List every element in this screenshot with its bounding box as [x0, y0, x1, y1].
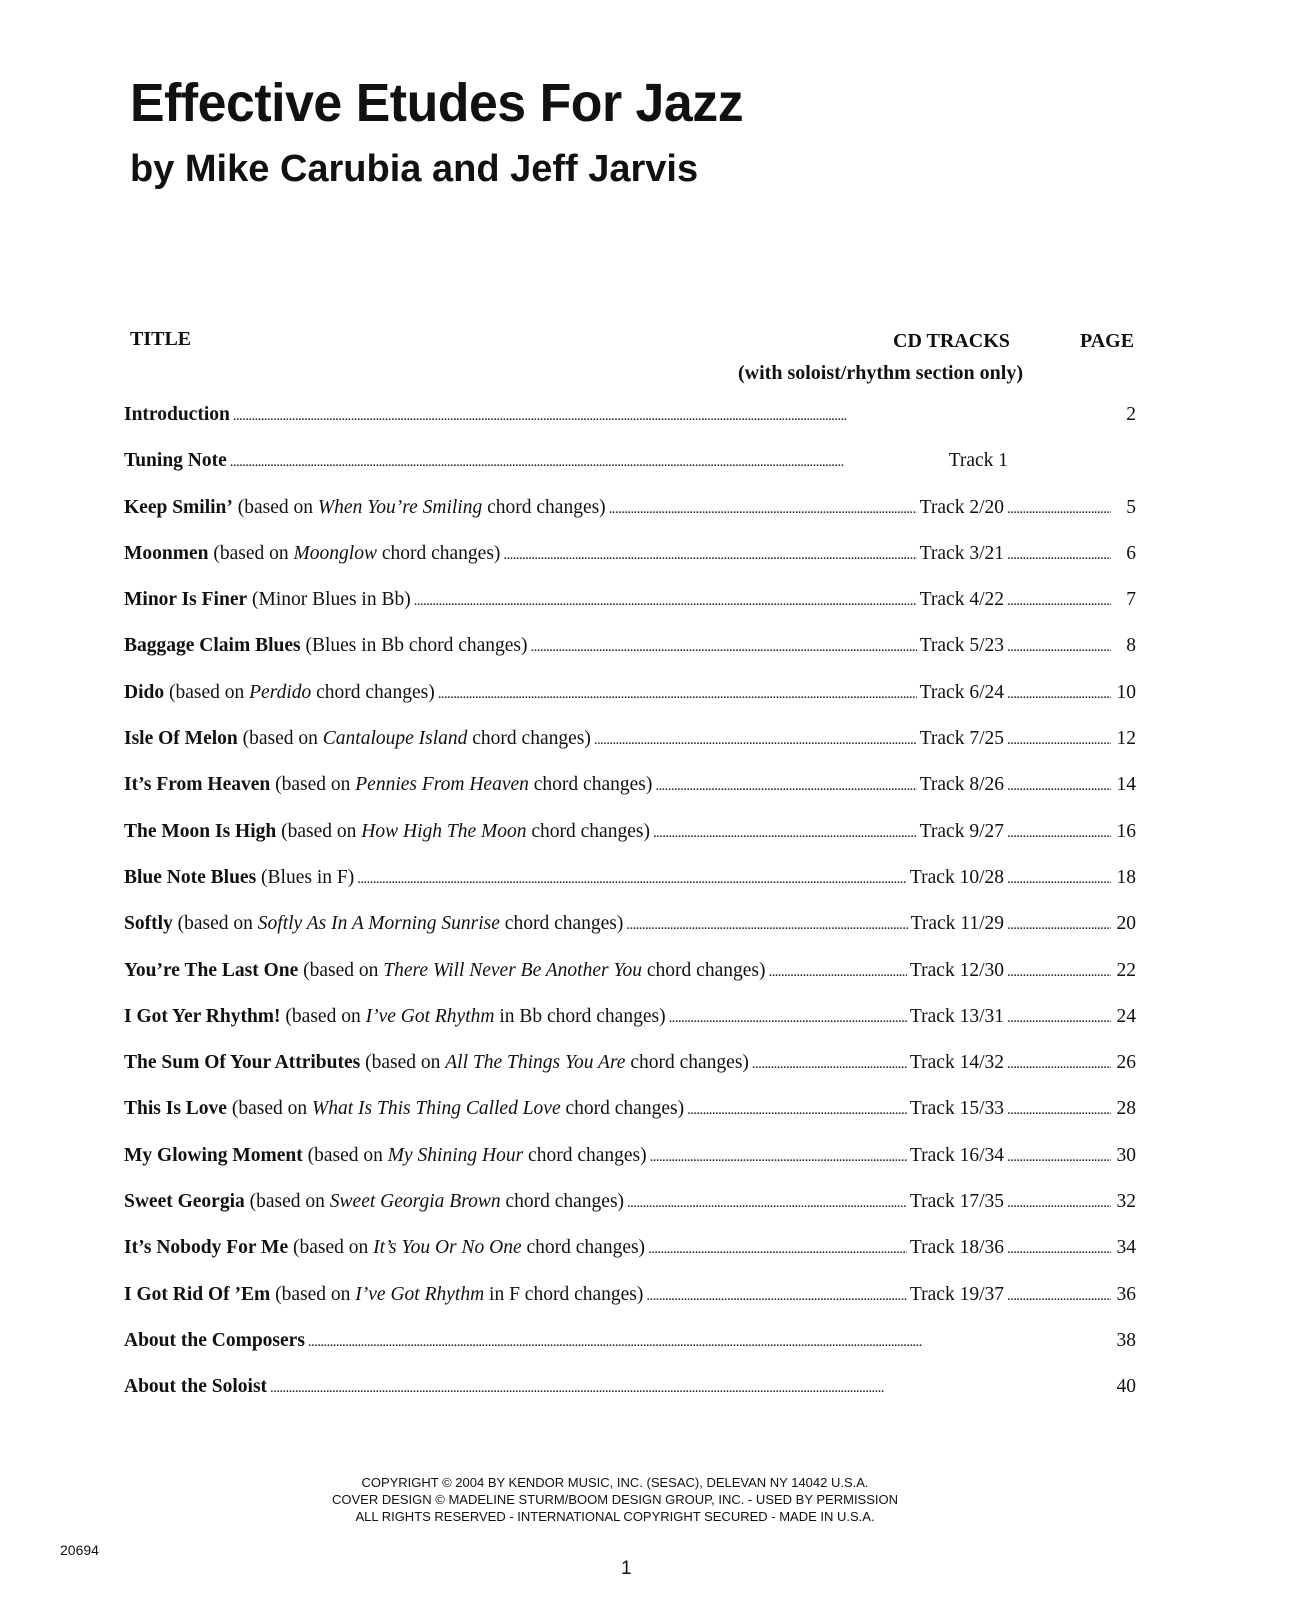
toc-entry-description-end: chord changes)	[482, 496, 606, 518]
toc-entry	[124, 821, 1136, 867]
toc-entry-page: 10	[1116, 681, 1136, 703]
toc-entry-description: (based on	[244, 1191, 330, 1213]
dot-leader	[1007, 913, 1111, 935]
dot-leader	[626, 913, 907, 935]
dot-leader	[1007, 1006, 1111, 1028]
dot-leader	[1007, 1191, 1111, 1213]
toc-entry-title	[124, 728, 591, 750]
dot-leader	[531, 635, 917, 657]
toc-entry-page: 16	[1116, 820, 1136, 842]
dot-leader	[752, 1052, 907, 1074]
toc-entry	[124, 867, 1136, 913]
toc-entry-name: The Moon Is High	[124, 820, 277, 842]
toc-entry-page: 30	[1116, 1144, 1136, 1166]
toc-entry-source-tune: All The Things You Are	[445, 1052, 626, 1074]
catalog-number: 20694	[60, 1542, 99, 1558]
toc-entry-description-end: chord changes)	[500, 1191, 625, 1213]
table-of-contents	[124, 404, 1136, 1423]
toc-entry-page: 40	[1116, 1376, 1136, 1398]
toc-entry-page: 22	[1116, 959, 1136, 981]
toc-entry-page: 26	[1116, 1052, 1136, 1074]
toc-entry-source-tune: It’s You Or No One	[373, 1237, 522, 1259]
toc-entry-description-end: in F chord changes)	[484, 1283, 644, 1305]
toc-entry-title	[124, 635, 528, 657]
dot-leader	[1007, 867, 1111, 889]
toc-entry-title	[124, 1052, 749, 1074]
toc-entry-source-tune: My Shining Hour	[387, 1144, 524, 1166]
dot-leader	[669, 1006, 907, 1028]
book-title: Effective Etudes For Jazz	[130, 73, 744, 133]
toc-entry-track: Track 12/30	[909, 959, 1004, 981]
dot-leader	[653, 821, 917, 843]
toc-entry	[124, 1052, 1136, 1098]
toc-entry-name: It’s From Heaven	[124, 774, 271, 796]
toc-entry-track: Track 3/21	[919, 542, 1004, 564]
dot-leader	[1007, 728, 1111, 750]
toc-entry-track: Track 13/31	[909, 1005, 1004, 1027]
toc-entry-title	[124, 867, 354, 889]
toc-entry-track: Track 17/35	[909, 1191, 1004, 1213]
dot-leader	[627, 1191, 907, 1213]
toc-entry	[124, 635, 1136, 681]
toc-entry	[124, 1006, 1136, 1052]
toc-entry-title	[124, 450, 227, 472]
toc-entry-source-tune: Softly As In A Morning Sunrise	[257, 913, 500, 935]
toc-entry-name: Minor Is Finer	[124, 589, 248, 611]
toc-entry-description: (based on	[360, 1052, 446, 1074]
toc-entry-title	[124, 682, 435, 704]
dot-leader	[1007, 1098, 1111, 1120]
dot-leader	[655, 774, 916, 796]
toc-entry	[124, 913, 1136, 959]
copyright-block	[300, 1474, 930, 1525]
toc-entry-description: (based on	[270, 1283, 356, 1305]
toc-entry-page: 2	[1126, 404, 1136, 425]
toc-entry-source-tune: I’ve Got Rhythm	[355, 1283, 485, 1305]
toc-entry-description: (Minor Blues in Bb)	[247, 589, 411, 611]
toc-entry-page: 32	[1116, 1191, 1136, 1213]
toc-entry-page: 12	[1116, 728, 1136, 750]
dot-leader	[233, 404, 1111, 426]
dot-leader	[357, 867, 907, 889]
dot-leader	[414, 589, 917, 611]
toc-entry-title	[124, 1098, 684, 1120]
toc-entry-name: About the Soloist	[124, 1376, 268, 1398]
page-number: 1	[621, 1558, 632, 1579]
toc-entry-title	[124, 1284, 643, 1306]
dot-leader	[1007, 497, 1111, 519]
toc-entry	[124, 960, 1136, 1006]
toc-entry-name: This Is Love	[124, 1098, 227, 1120]
toc-entry-track: Track 10/28	[909, 866, 1004, 888]
toc-entry-name: My Glowing Moment	[124, 1144, 303, 1166]
toc-entry-source-tune: When You’re Smiling	[317, 496, 483, 518]
dot-leader	[1007, 1237, 1111, 1259]
toc-entry	[124, 404, 1136, 450]
toc-entry-track: Track 11/29	[910, 913, 1004, 935]
toc-entry-name: Dido	[124, 681, 165, 703]
toc-entry	[124, 774, 1136, 820]
dot-leader	[1007, 774, 1111, 796]
toc-entry-description-end: chord changes)	[376, 542, 501, 564]
toc-entry-title	[124, 497, 606, 519]
toc-entry-title	[124, 1006, 666, 1028]
dot-leader	[768, 960, 906, 982]
toc-entry-description-end: chord changes)	[499, 913, 624, 935]
toc-entry-name: Tuning Note	[124, 450, 227, 472]
cd-tracks-note: (with soloist/rhythm section only)	[738, 362, 1023, 384]
toc-entry-name: You’re The Last One	[124, 959, 299, 981]
toc-entry-track: Track 19/37	[909, 1283, 1004, 1305]
toc-entry-track: Track 5/23	[919, 635, 1004, 657]
toc-entry-name: I Got Rid Of ’Em	[124, 1283, 271, 1305]
toc-entry-track: Track 4/22	[919, 589, 1004, 611]
toc-entry-name: Isle Of Melon	[124, 728, 238, 750]
toc-entry-description: (based on	[280, 1005, 366, 1027]
dot-leader	[1007, 589, 1111, 611]
toc-entry-name: Blue Note Blues	[124, 866, 257, 888]
dot-leader	[270, 1376, 1111, 1398]
toc-entry	[124, 497, 1136, 543]
toc-entry-description: (based on	[298, 959, 384, 981]
dot-leader	[646, 1284, 907, 1306]
toc-entry-track: Track 2/20	[919, 496, 1004, 518]
toc-entry-description-end: chord changes)	[526, 820, 650, 842]
toc-entry-track: Track 1	[948, 450, 1008, 472]
toc-entry-description: (based on	[276, 820, 362, 842]
toc-entry-source-tune: Perdido	[249, 681, 312, 703]
toc-entry	[124, 589, 1136, 635]
toc-entry-title	[124, 960, 765, 982]
toc-entry-page: 28	[1116, 1098, 1136, 1120]
toc-entry-page: 20	[1116, 913, 1136, 935]
toc-entry-name: Keep Smilin’	[124, 496, 233, 518]
toc-entry-page: 34	[1116, 1237, 1136, 1259]
dot-leader	[650, 1145, 907, 1167]
toc-entry-description: (based on	[270, 774, 356, 796]
toc-entry-source-tune: How High The Moon	[361, 820, 527, 842]
toc-entry-track: Track 16/34	[909, 1144, 1004, 1166]
toc-entry-description-end: chord changes)	[521, 1237, 646, 1259]
toc-entry	[124, 1145, 1136, 1191]
dot-leader	[1007, 543, 1111, 565]
rights-line: ALL RIGHTS RESERVED - INTERNATIONAL COPYRIGHT SECURED - MADE IN U.S.A.	[355, 1509, 875, 1524]
toc-entry-page: 36	[1116, 1283, 1136, 1305]
toc-entry-page: 7	[1126, 589, 1136, 611]
book-authors: by Mike Carubia and Jeff Jarvis	[130, 148, 699, 190]
toc-entry-description-end: chord changes)	[642, 959, 766, 981]
toc-entry	[124, 1284, 1136, 1330]
dot-leader	[438, 682, 917, 704]
toc-entry-title	[124, 1145, 647, 1167]
toc-entry	[124, 450, 1136, 496]
toc-entry-title	[124, 1237, 645, 1259]
toc-entry-source-tune: What Is This Thing Called Love	[311, 1098, 561, 1120]
toc-entry-name: About the Composers	[124, 1329, 305, 1351]
toc-entry-title	[124, 543, 500, 565]
toc-entry-source-tune: Moonglow	[293, 542, 377, 564]
toc-entry-title	[124, 1330, 305, 1352]
toc-entry-description-end: chord changes)	[528, 774, 653, 796]
toc-entry-name: Moonmen	[124, 542, 209, 564]
dot-leader	[308, 1330, 1111, 1352]
toc-entry-source-tune: Cantaloupe Island	[322, 728, 468, 750]
toc-entry-track: Track 18/36	[909, 1237, 1004, 1259]
toc-entry-description: (based on	[172, 913, 258, 935]
toc-entry-description-end: in Bb chord changes)	[494, 1005, 666, 1027]
toc-entry-source-tune: There Will Never Be Another You	[383, 959, 643, 981]
toc-entry-name: I Got Yer Rhythm!	[124, 1005, 281, 1027]
toc-entry-name: Introduction	[124, 404, 230, 425]
toc-entry-source-tune: I’ve Got Rhythm	[365, 1005, 495, 1027]
toc-entry-source-tune: Sweet Georgia Brown	[329, 1191, 501, 1213]
toc-entry-title	[124, 404, 230, 426]
toc-entry-description-end: chord changes)	[523, 1144, 647, 1166]
toc-entry-description: (based on	[208, 542, 294, 564]
toc-entry-description: (based on	[232, 496, 318, 518]
toc-entry-description: (based on	[302, 1144, 388, 1166]
toc-entry-name: Sweet Georgia	[124, 1191, 245, 1213]
dot-leader	[1007, 960, 1111, 982]
dot-leader	[230, 450, 946, 472]
toc-entry	[124, 543, 1136, 589]
toc-entry-track: Track 6/24	[919, 681, 1004, 703]
toc-entry-source-tune: Pennies From Heaven	[355, 774, 529, 796]
dot-leader	[1007, 1052, 1111, 1074]
toc-entry-name: Baggage Claim Blues	[124, 635, 301, 657]
toc-entry-title	[124, 589, 411, 611]
dot-leader	[1007, 635, 1111, 657]
dot-leader	[1007, 682, 1111, 704]
toc-entry-page: 5	[1126, 496, 1136, 518]
toc-entry-track: Track 15/33	[909, 1098, 1004, 1120]
toc-entry-description: (based on	[164, 681, 250, 703]
toc-entry-page: 18	[1116, 866, 1136, 888]
dot-leader	[609, 497, 917, 519]
toc-entry-description: (based on	[226, 1098, 312, 1120]
toc-entry-page: 38	[1116, 1329, 1136, 1351]
toc-entry-title	[124, 1191, 624, 1213]
toc-entry-description-end: chord changes)	[311, 681, 435, 703]
dot-leader	[648, 1237, 907, 1259]
dot-leader	[1007, 821, 1111, 843]
toc-entry-name: The Sum Of Your Attributes	[124, 1052, 361, 1074]
toc-entry-name: Softly	[124, 913, 173, 935]
toc-entry-description-end: chord changes)	[560, 1098, 685, 1120]
dot-leader	[1007, 1284, 1111, 1306]
toc-entry	[124, 1191, 1136, 1237]
toc-entry	[124, 1376, 1136, 1422]
toc-entry-description: (Blues in F)	[256, 866, 355, 888]
dot-leader	[1007, 1145, 1111, 1167]
dot-leader	[687, 1098, 907, 1120]
column-header-page: PAGE	[1080, 330, 1135, 352]
toc-entry-page: 14	[1116, 774, 1136, 796]
dot-leader	[594, 728, 917, 750]
toc-entry-page: 6	[1126, 542, 1136, 564]
toc-entry-name: It’s Nobody For Me	[124, 1237, 289, 1259]
toc-entry-track: Track 8/26	[919, 774, 1004, 796]
toc-entry-track: Track 7/25	[919, 728, 1004, 750]
toc-entry	[124, 728, 1136, 774]
toc-entry-title	[124, 774, 652, 796]
toc-entry-page: 24	[1116, 1005, 1136, 1027]
column-header-cd-tracks: CD TRACKS	[893, 330, 1010, 352]
toc-entry-description-end: chord changes)	[467, 728, 591, 750]
toc-entry-track: Track 14/32	[909, 1052, 1004, 1074]
toc-entry-track: Track 9/27	[919, 820, 1004, 842]
cover-design-line: COVER DESIGN © MADELINE STURM/BOOM DESIGN GROUP, INC. - USED BY PERMISSION	[331, 1492, 899, 1507]
toc-entry-title	[124, 821, 650, 843]
copyright-line: COPYRIGHT © 2004 BY KENDOR MUSIC, INC. (SESAC), DELEVAN NY 14042 U.S.A.	[361, 1475, 869, 1490]
toc-entry-description: (Blues in Bb chord changes)	[300, 635, 528, 657]
toc-entry-title	[124, 1376, 267, 1398]
toc-entry-page: 8	[1126, 635, 1136, 657]
toc-entry	[124, 1098, 1136, 1144]
dot-leader	[503, 543, 916, 565]
toc-entry	[124, 682, 1136, 728]
toc-entry-description-end: chord changes)	[625, 1052, 749, 1074]
toc-entry-description: (based on	[237, 728, 323, 750]
toc-entry	[124, 1237, 1136, 1283]
toc-entry	[124, 1330, 1136, 1376]
toc-entry-description: (based on	[288, 1237, 374, 1259]
toc-entry-title	[124, 913, 623, 935]
column-header-title: TITLE	[130, 328, 192, 350]
